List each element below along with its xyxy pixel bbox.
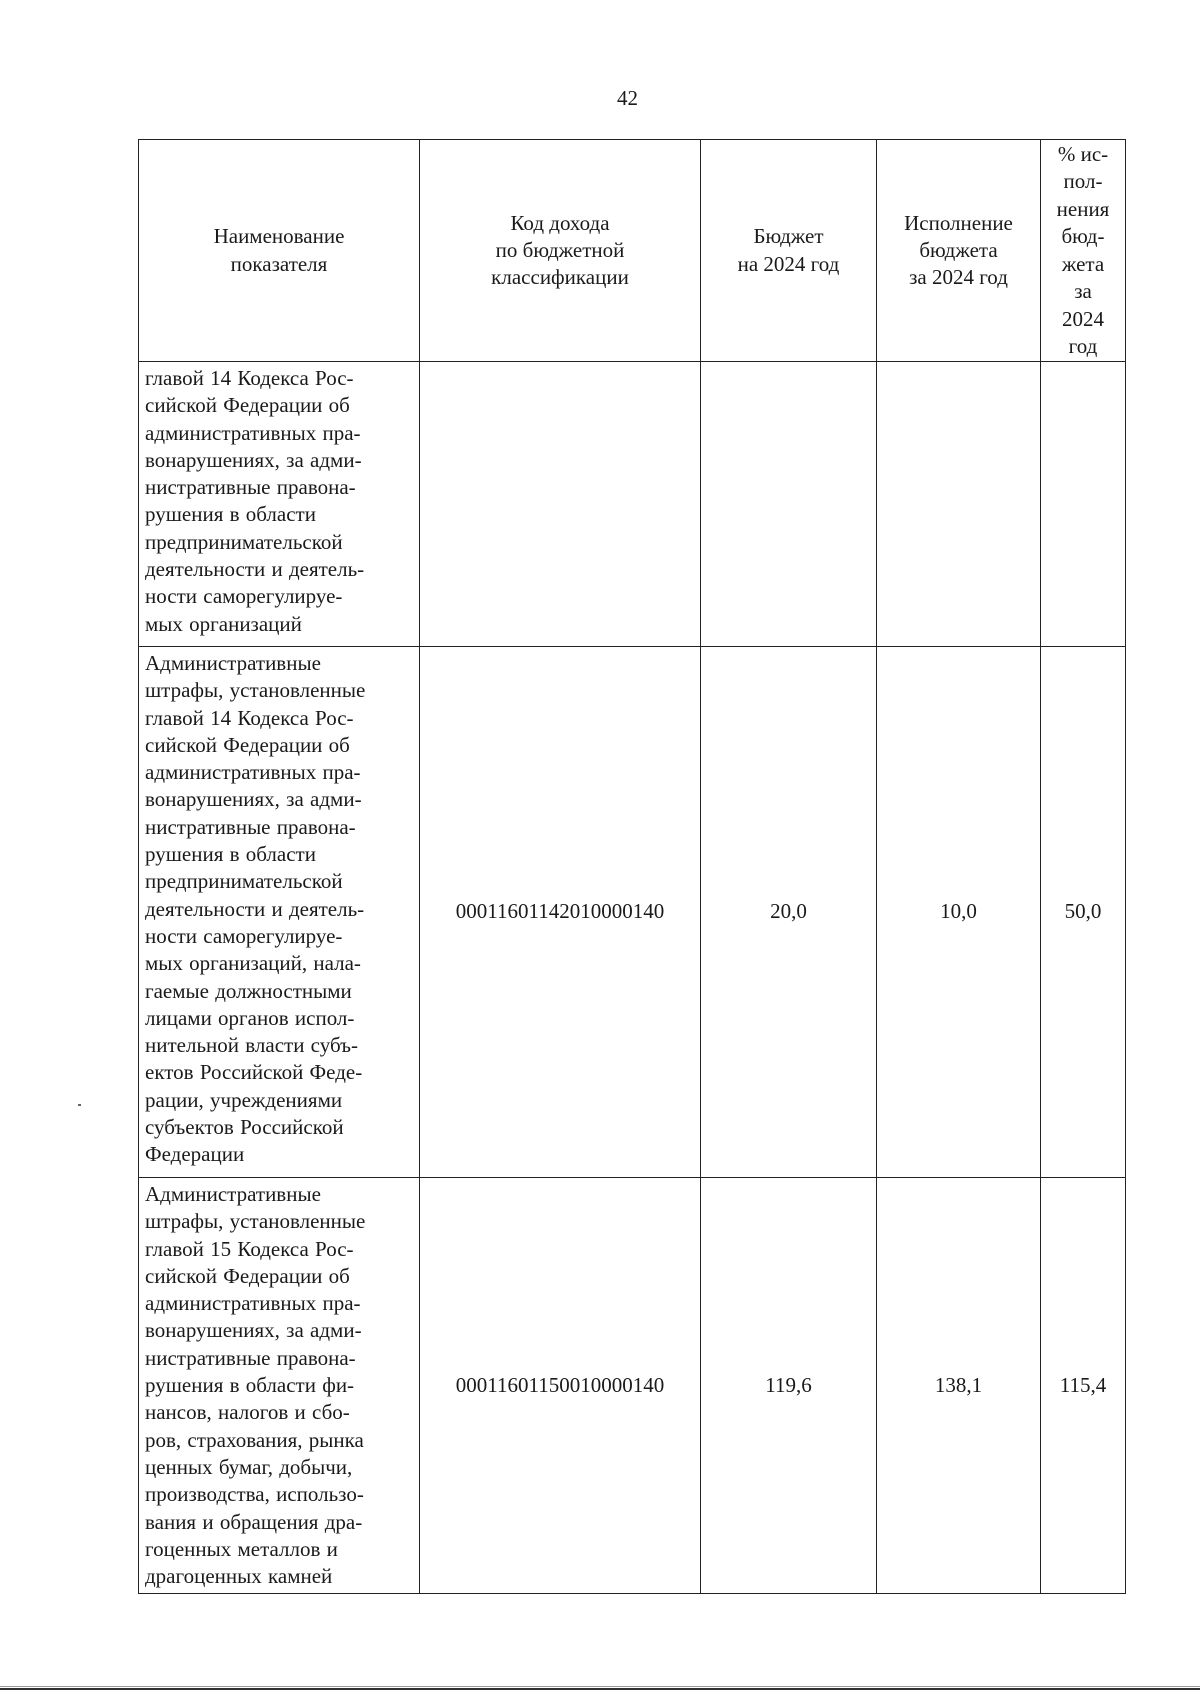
text-line: жета xyxy=(1061,251,1105,276)
text-line: административных пра- xyxy=(145,1291,361,1316)
page-number: 42 xyxy=(617,86,638,110)
table-body xyxy=(139,362,1126,1594)
text-line: Код дохода xyxy=(510,210,610,235)
text-line: Бюджет xyxy=(753,224,824,249)
text-line: деятельности и деятель- xyxy=(145,896,365,921)
scan-bottom-edge xyxy=(0,1688,1200,1690)
text-line: сийской Федерации об xyxy=(145,732,350,757)
scan-edge-shadow xyxy=(0,1686,1200,1687)
cell-indicator-name xyxy=(139,362,420,647)
header-budget-2024 xyxy=(701,140,877,362)
text-line: вонарушениях, за адми- xyxy=(145,447,362,472)
text-line: нансов, налогов и сбо- xyxy=(145,1400,350,1425)
text-line: за 2024 год xyxy=(909,265,1008,290)
cell-income-code: 00011601142010000140 xyxy=(420,647,701,1178)
text-line: драгоценных камней xyxy=(145,1564,333,1589)
cell-execution: 10,0 xyxy=(877,647,1041,1178)
table-header xyxy=(139,140,1126,362)
cell-budget xyxy=(701,362,877,647)
text-line: мых организаций, нала- xyxy=(145,951,361,976)
text-line: главой 15 Кодекса Рос- xyxy=(145,1236,354,1261)
text-line: ектов Российской Феде- xyxy=(145,1060,363,1085)
text-line: вания и обращения дра- xyxy=(145,1509,363,1534)
text-line: Исполнение xyxy=(904,210,1013,235)
text-line: штрафы, установленные xyxy=(145,678,366,703)
text-line: нительной власти субъ- xyxy=(145,1033,358,1058)
cell-budget: 119,6 xyxy=(701,1178,877,1594)
text-line: лицами органов испол- xyxy=(145,1005,355,1030)
table-row xyxy=(139,362,1126,647)
text-line: рации, учреждениями xyxy=(145,1087,343,1112)
text-line: предпринимательской xyxy=(145,529,343,554)
text-line: ров, страхования, рынка xyxy=(145,1427,364,1452)
budget-execution-table xyxy=(138,139,1126,1594)
text-line: производства, использо- xyxy=(145,1482,364,1507)
text-line: Административные xyxy=(145,651,321,675)
scan-speck xyxy=(78,1104,81,1106)
text-line: Федерации xyxy=(145,1142,245,1167)
text-line: Наименование xyxy=(213,224,345,249)
text-line: показателя xyxy=(230,251,328,276)
text-line: предпринимательской xyxy=(145,869,343,894)
text-line: бюджета xyxy=(919,237,998,262)
text-line: за xyxy=(1074,279,1092,303)
text-line: субъектов Российской xyxy=(145,1115,344,1140)
cell-percent xyxy=(1041,362,1126,647)
text-line: нистративные правона- xyxy=(145,814,356,839)
header-execution-percent xyxy=(1041,140,1126,362)
text-line: рушения в области xyxy=(145,842,316,867)
text-line: рушения в области xyxy=(145,502,316,527)
text-line: ности саморегулируе- xyxy=(145,923,343,948)
text-line: по бюджетной xyxy=(495,237,625,262)
text-line: 2024 xyxy=(1062,306,1104,331)
cell-percent: 115,4 xyxy=(1041,1178,1126,1594)
text-line: главой 14 Кодекса Рос- xyxy=(145,366,354,390)
text-line: вонарушениях, за адми- xyxy=(145,787,362,812)
table-row xyxy=(139,1178,1126,1594)
text-line: на 2024 год xyxy=(737,251,840,276)
header-income-code xyxy=(420,140,701,362)
header-row xyxy=(139,140,1126,362)
text-line: деятельности и деятель- xyxy=(145,557,365,582)
text-line: главой 14 Кодекса Рос- xyxy=(145,705,354,730)
text-line: Административные xyxy=(145,1182,321,1206)
text-line: % ис- xyxy=(1057,141,1109,166)
text-line: нистративные правона- xyxy=(145,1345,356,1370)
text-line: ценных бумаг, добычи, xyxy=(145,1454,353,1479)
cell-percent: 50,0 xyxy=(1041,647,1126,1178)
text-line: административных пра- xyxy=(145,420,361,445)
cell-income-code xyxy=(420,362,701,647)
header-execution-2024 xyxy=(877,140,1041,362)
text-line: нения xyxy=(1056,196,1110,221)
text-line: штрафы, установленные xyxy=(145,1209,366,1234)
cell-indicator-name xyxy=(139,1178,420,1594)
text-line: гаемые должностными xyxy=(145,978,352,1003)
cell-execution: 138,1 xyxy=(877,1178,1041,1594)
text-line: пол- xyxy=(1063,169,1103,193)
cell-indicator-name xyxy=(139,647,420,1178)
cell-budget: 20,0 xyxy=(701,647,877,1178)
text-line: вонарушениях, за адми- xyxy=(145,1318,362,1343)
text-line: классификации xyxy=(491,265,629,290)
text-line: сийской Федерации об xyxy=(145,393,350,418)
cell-income-code: 00011601150010000140 xyxy=(420,1178,701,1594)
text-line: бюд- xyxy=(1061,224,1105,248)
text-line: год xyxy=(1068,334,1098,358)
text-line: мых организаций xyxy=(145,611,302,636)
header-indicator-name xyxy=(139,140,420,362)
text-line: сийской Федерации об xyxy=(145,1263,350,1288)
text-line: ности саморегулируе- xyxy=(145,584,343,609)
text-line: рушения в области фи- xyxy=(145,1373,355,1398)
text-line: нистративные правона- xyxy=(145,475,356,500)
text-line: гоценных металлов и xyxy=(145,1536,338,1561)
table-row xyxy=(139,647,1126,1178)
text-line: административных пра- xyxy=(145,760,361,785)
cell-execution xyxy=(877,362,1041,647)
